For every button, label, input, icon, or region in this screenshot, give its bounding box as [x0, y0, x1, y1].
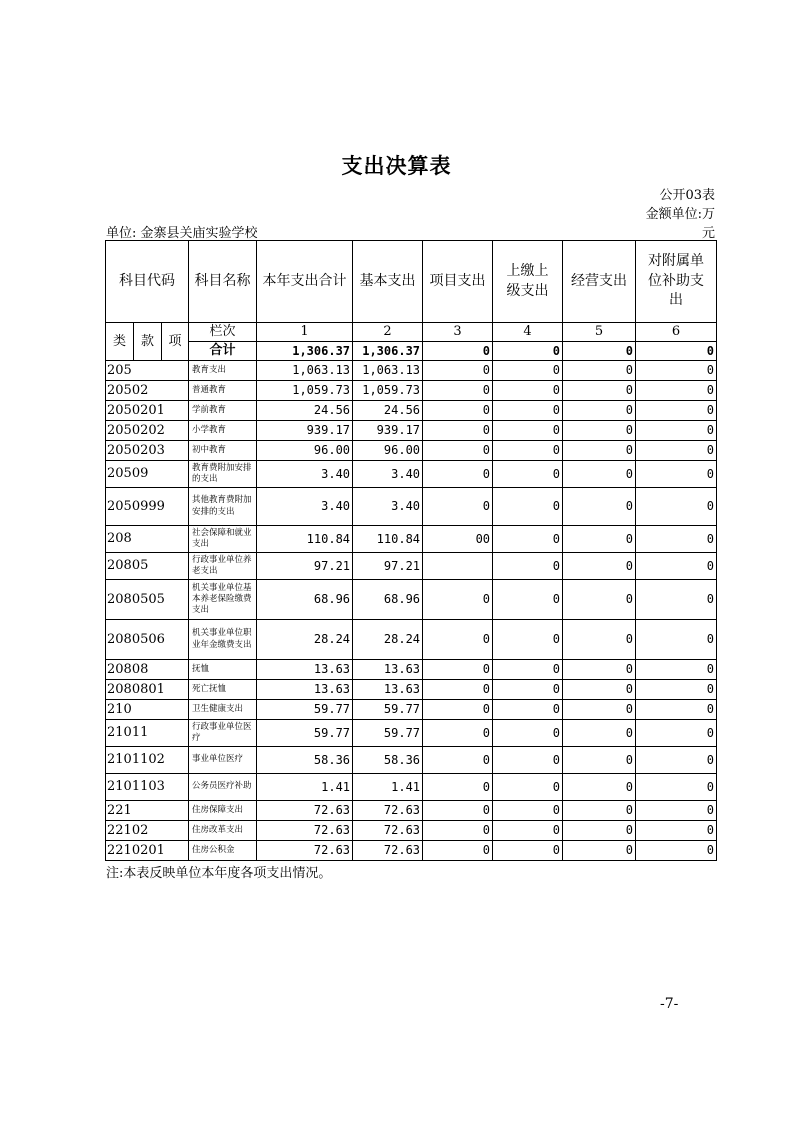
row-project: 0 [423, 821, 493, 841]
header-business: 经营支出 [563, 241, 636, 323]
row-code: 2080801 [106, 680, 189, 700]
col-no-2: 2 [353, 323, 423, 342]
row-project: 0 [423, 774, 493, 801]
row-basic: 1.41 [353, 774, 423, 801]
row-business: 0 [563, 461, 636, 488]
row-total: 72.63 [257, 821, 353, 841]
row-basic: 96.00 [353, 441, 423, 461]
table-row [106, 441, 717, 461]
form-number: 公开03表 [659, 188, 715, 203]
row-name: 死亡抚恤 [189, 680, 257, 700]
row-upper: 0 [493, 526, 563, 553]
row-subsidy: 0 [636, 720, 717, 747]
row-business: 0 [563, 361, 636, 381]
row-subsidy: 0 [636, 401, 717, 421]
row-project: 00 [423, 526, 493, 553]
row-total: 1,063.13 [257, 361, 353, 381]
row-business: 0 [563, 526, 636, 553]
row-business: 0 [563, 620, 636, 660]
row-total: 1,059.73 [257, 381, 353, 401]
row-name: 初中教育 [189, 441, 257, 461]
row-code: 2050999 [106, 488, 189, 526]
row-project: 0 [423, 580, 493, 620]
table-row [106, 700, 717, 720]
row-business: 0 [563, 774, 636, 801]
row-business: 0 [563, 401, 636, 421]
row-basic: 13.63 [353, 660, 423, 680]
row-upper: 0 [493, 553, 563, 580]
row-total: 68.96 [257, 580, 353, 620]
total-upper: 0 [493, 342, 563, 361]
table-row [106, 620, 717, 660]
row-total: 58.36 [257, 747, 353, 774]
total-label: 合计 [189, 342, 257, 361]
row-code: 20805 [106, 553, 189, 580]
row-total: 59.77 [257, 720, 353, 747]
row-total: 3.40 [257, 488, 353, 526]
row-name: 公务员医疗补助 [189, 774, 257, 801]
row-code: 22102 [106, 821, 189, 841]
total-business: 0 [563, 342, 636, 361]
row-upper: 0 [493, 441, 563, 461]
header-xiang: 项 [162, 323, 189, 361]
row-business: 0 [563, 488, 636, 526]
row-subsidy: 0 [636, 553, 717, 580]
table-row [106, 488, 717, 526]
page-number: -7- [660, 996, 679, 1012]
col-no-1: 1 [257, 323, 353, 342]
row-subsidy: 0 [636, 620, 717, 660]
row-name: 普通教育 [189, 381, 257, 401]
row-project: 0 [423, 620, 493, 660]
row-name: 行政事业单位养老支出 [189, 553, 257, 580]
row-project: 0 [423, 747, 493, 774]
row-total: 1.41 [257, 774, 353, 801]
row-business: 0 [563, 381, 636, 401]
row-business: 0 [563, 553, 636, 580]
row-name: 教育支出 [189, 361, 257, 381]
col-no-4: 4 [493, 323, 563, 342]
row-subsidy: 0 [636, 680, 717, 700]
row-code: 2050202 [106, 421, 189, 441]
row-project: 0 [423, 421, 493, 441]
row-code: 2210201 [106, 841, 189, 861]
header-total: 本年支出合计 [257, 241, 353, 323]
table-row [106, 660, 717, 680]
header-kuan: 款 [134, 323, 162, 361]
row-name: 学前教育 [189, 401, 257, 421]
row-upper: 0 [493, 720, 563, 747]
row-name: 事业单位医疗 [189, 747, 257, 774]
row-total: 96.00 [257, 441, 353, 461]
table-row [106, 553, 717, 580]
row-business: 0 [563, 700, 636, 720]
total-row [106, 342, 717, 361]
row-total: 110.84 [257, 526, 353, 553]
header-code: 科目代码 [106, 241, 189, 323]
unit-label: 单位: 金寨县关庙实验学校 [106, 226, 258, 241]
row-name: 其他教育费附加安排的支出 [189, 488, 257, 526]
table-row [106, 461, 717, 488]
row-project: 0 [423, 461, 493, 488]
row-project: 0 [423, 381, 493, 401]
total-project: 0 [423, 342, 493, 361]
row-subsidy: 0 [636, 580, 717, 620]
row-subsidy: 0 [636, 361, 717, 381]
row-basic: 939.17 [353, 421, 423, 441]
row-total: 72.63 [257, 801, 353, 821]
row-code: 2050203 [106, 441, 189, 461]
row-total: 3.40 [257, 461, 353, 488]
row-business: 0 [563, 680, 636, 700]
row-name: 住房改革支出 [189, 821, 257, 841]
row-business: 0 [563, 660, 636, 680]
amount-unit: 金额单位:万 [645, 207, 715, 222]
row-code: 20808 [106, 660, 189, 680]
row-business: 0 [563, 747, 636, 774]
footnote: 注:本表反映单位本年度各项支出情况。 [106, 866, 332, 881]
row-upper: 0 [493, 841, 563, 861]
row-upper: 0 [493, 700, 563, 720]
row-total: 97.21 [257, 553, 353, 580]
table-row [106, 774, 717, 801]
column-number-row [106, 323, 717, 342]
row-project [423, 553, 493, 580]
table-row [106, 401, 717, 421]
total-subsidy: 0 [636, 342, 717, 361]
row-total: 939.17 [257, 421, 353, 441]
row-subsidy: 0 [636, 441, 717, 461]
table-row [106, 720, 717, 747]
row-project: 0 [423, 660, 493, 680]
row-project: 0 [423, 488, 493, 526]
row-business: 0 [563, 441, 636, 461]
row-subsidy: 0 [636, 461, 717, 488]
row-code: 208 [106, 526, 189, 553]
row-upper: 0 [493, 401, 563, 421]
page-title: 支出决算表 [341, 153, 452, 178]
row-total: 72.63 [257, 841, 353, 861]
row-code: 2050201 [106, 401, 189, 421]
row-basic: 3.40 [353, 461, 423, 488]
row-basic: 13.63 [353, 680, 423, 700]
row-basic: 24.56 [353, 401, 423, 421]
row-basic: 1,063.13 [353, 361, 423, 381]
row-basic: 59.77 [353, 720, 423, 747]
row-upper: 0 [493, 488, 563, 526]
row-business: 0 [563, 421, 636, 441]
row-subsidy: 0 [636, 421, 717, 441]
row-total: 13.63 [257, 680, 353, 700]
row-subsidy: 0 [636, 660, 717, 680]
row-upper: 0 [493, 381, 563, 401]
row-code: 20502 [106, 381, 189, 401]
row-code: 221 [106, 801, 189, 821]
row-business: 0 [563, 821, 636, 841]
row-total: 28.24 [257, 620, 353, 660]
row-subsidy: 0 [636, 774, 717, 801]
row-total: 13.63 [257, 660, 353, 680]
row-upper: 0 [493, 421, 563, 441]
row-subsidy: 0 [636, 526, 717, 553]
row-basic: 72.63 [353, 821, 423, 841]
row-project: 0 [423, 401, 493, 421]
header-lanci: 栏次 [189, 323, 257, 342]
table-row [106, 381, 717, 401]
row-subsidy: 0 [636, 700, 717, 720]
row-total: 24.56 [257, 401, 353, 421]
amount-unit-suffix: 元 [701, 226, 715, 241]
table-row [106, 801, 717, 821]
header-upper: 上缴上级支出 [493, 241, 563, 323]
header-subsidy: 对附属单位补助支出 [636, 241, 717, 323]
row-basic: 97.21 [353, 553, 423, 580]
row-subsidy: 0 [636, 488, 717, 526]
row-name: 机关事业单位职业年金缴费支出 [189, 620, 257, 660]
row-upper: 0 [493, 680, 563, 700]
row-name: 机关事业单位基本养老保险缴费支出 [189, 580, 257, 620]
row-total: 59.77 [257, 700, 353, 720]
row-upper: 0 [493, 801, 563, 821]
total-total: 1,306.37 [257, 342, 353, 361]
row-basic: 72.63 [353, 841, 423, 861]
row-code: 2101103 [106, 774, 189, 801]
table-row [106, 421, 717, 441]
row-project: 0 [423, 361, 493, 381]
row-name: 教育费附加安排的支出 [189, 461, 257, 488]
row-business: 0 [563, 580, 636, 620]
row-name: 社会保障和就业支出 [189, 526, 257, 553]
row-name: 住房保障支出 [189, 801, 257, 821]
col-no-5: 5 [563, 323, 636, 342]
header-basic: 基本支出 [353, 241, 423, 323]
row-name: 行政事业单位医疗 [189, 720, 257, 747]
row-business: 0 [563, 841, 636, 861]
header-project: 项目支出 [423, 241, 493, 323]
row-upper: 0 [493, 580, 563, 620]
row-upper: 0 [493, 774, 563, 801]
row-upper: 0 [493, 660, 563, 680]
row-basic: 1,059.73 [353, 381, 423, 401]
table-row [106, 580, 717, 620]
row-subsidy: 0 [636, 801, 717, 821]
expenditure-table [105, 240, 717, 861]
row-name: 小学教育 [189, 421, 257, 441]
table-row [106, 361, 717, 381]
row-name: 抚恤 [189, 660, 257, 680]
row-business: 0 [563, 720, 636, 747]
row-upper: 0 [493, 461, 563, 488]
row-project: 0 [423, 700, 493, 720]
row-subsidy: 0 [636, 821, 717, 841]
header-name: 科目名称 [189, 241, 257, 323]
row-code: 210 [106, 700, 189, 720]
table-row [106, 841, 717, 861]
row-project: 0 [423, 441, 493, 461]
row-subsidy: 0 [636, 841, 717, 861]
row-subsidy: 0 [636, 747, 717, 774]
row-code: 2080505 [106, 580, 189, 620]
row-project: 0 [423, 680, 493, 700]
row-code: 2101102 [106, 747, 189, 774]
row-name: 卫生健康支出 [189, 700, 257, 720]
row-basic: 68.96 [353, 580, 423, 620]
row-upper: 0 [493, 361, 563, 381]
table-row [106, 526, 717, 553]
row-project: 0 [423, 720, 493, 747]
row-basic: 110.84 [353, 526, 423, 553]
row-basic: 58.36 [353, 747, 423, 774]
row-name: 住房公积金 [189, 841, 257, 861]
row-basic: 28.24 [353, 620, 423, 660]
row-code: 20509 [106, 461, 189, 488]
row-project: 0 [423, 841, 493, 861]
row-code: 21011 [106, 720, 189, 747]
total-basic: 1,306.37 [353, 342, 423, 361]
col-no-3: 3 [423, 323, 493, 342]
row-basic: 72.63 [353, 801, 423, 821]
row-basic: 3.40 [353, 488, 423, 526]
row-business: 0 [563, 801, 636, 821]
row-upper: 0 [493, 620, 563, 660]
row-project: 0 [423, 801, 493, 821]
col-no-6: 6 [636, 323, 717, 342]
header-lei: 类 [106, 323, 134, 361]
row-subsidy: 0 [636, 381, 717, 401]
row-code: 2080506 [106, 620, 189, 660]
row-upper: 0 [493, 821, 563, 841]
row-code: 205 [106, 361, 189, 381]
table-row [106, 680, 717, 700]
table-row [106, 821, 717, 841]
row-upper: 0 [493, 747, 563, 774]
row-basic: 59.77 [353, 700, 423, 720]
header-row [106, 241, 717, 323]
table-row [106, 747, 717, 774]
